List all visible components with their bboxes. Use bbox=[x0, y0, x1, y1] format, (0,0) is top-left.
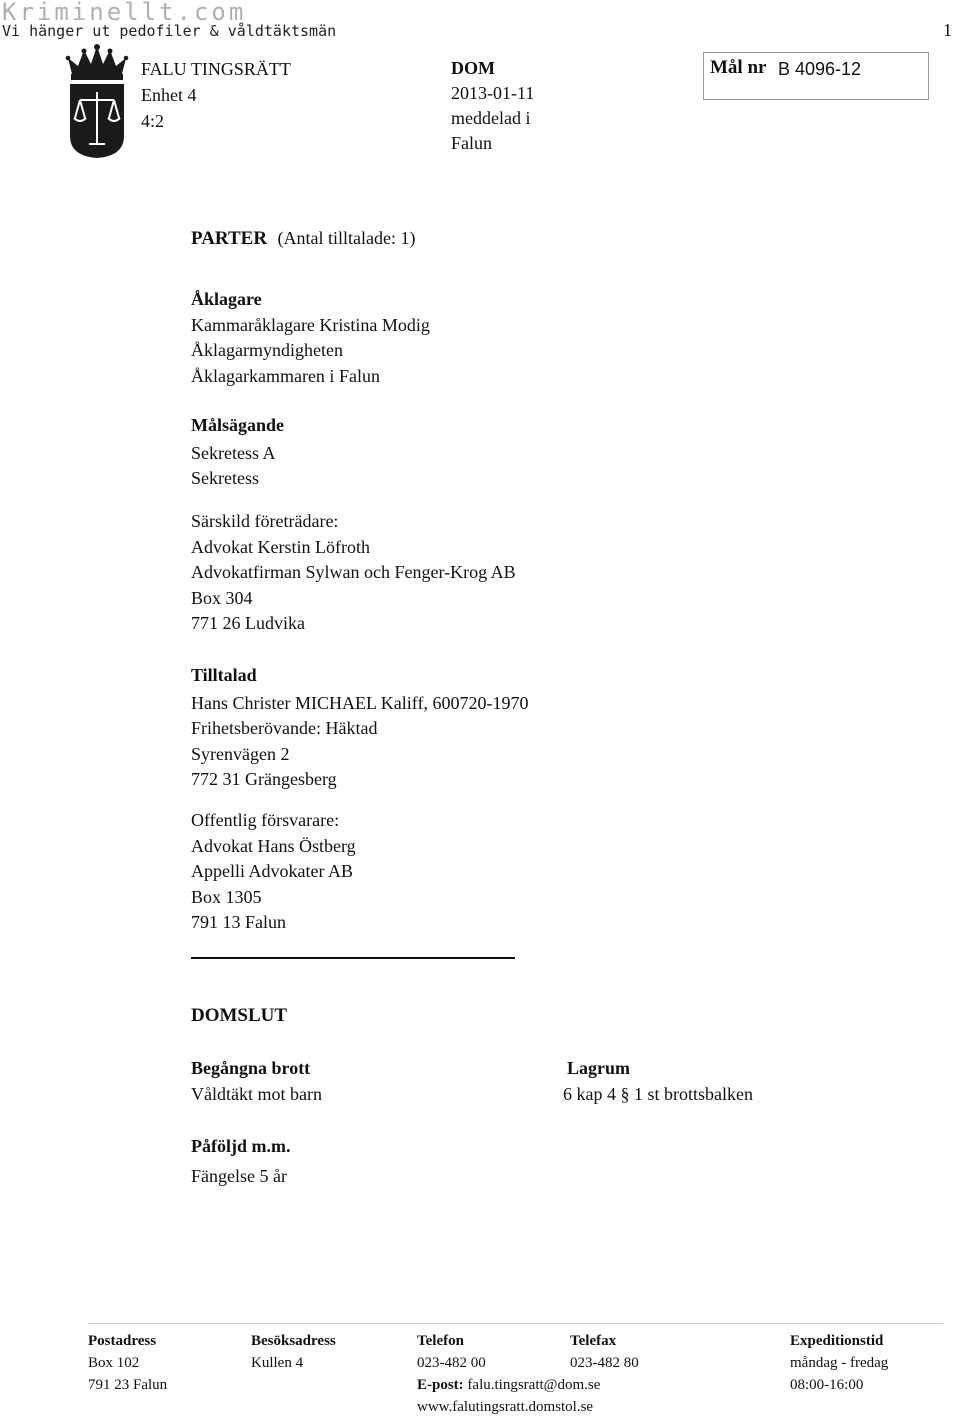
footer-hours bbox=[790, 1330, 888, 1396]
defendant-line: Hans Christer MICHAEL Kaliff, 600720-1970 bbox=[191, 692, 529, 713]
document-place: Falun bbox=[451, 133, 493, 153]
representative-line: Advokatfirman Sylwan och Fenger-Krog AB bbox=[191, 562, 516, 582]
defendant-count: (Antal tilltalade: 1) bbox=[277, 228, 416, 248]
case-number: B 4096-12 bbox=[778, 59, 862, 79]
representative-line: 771 26 Ludvika bbox=[191, 613, 305, 633]
defendant-line: Frihetsberövande: Häktad bbox=[191, 718, 378, 738]
postal-heading: Postadress bbox=[88, 1333, 157, 1349]
plaintiff-section bbox=[191, 413, 284, 492]
crime-section bbox=[191, 1056, 322, 1107]
crime-value: Våldtäkt mot barn bbox=[191, 1083, 322, 1104]
defender-section bbox=[191, 808, 356, 936]
email-link[interactable]: falu.tingsratt@dom.se bbox=[467, 1377, 601, 1393]
law-heading: Lagrum bbox=[567, 1058, 630, 1078]
defender-line: Appelli Advokater AB bbox=[191, 861, 353, 881]
court-unit: Enhet 4 bbox=[141, 85, 197, 105]
defendant-heading: Tilltalad bbox=[191, 665, 257, 685]
prosecutor-heading: Åklagare bbox=[191, 289, 262, 309]
page-number: 1 bbox=[943, 20, 952, 40]
web-link[interactable]: www.falutingsratt.domstol.se bbox=[417, 1399, 594, 1415]
defendant-line: 772 31 Grängesberg bbox=[191, 769, 337, 789]
sanction-section bbox=[191, 1134, 290, 1189]
parties-heading: PARTER bbox=[191, 228, 268, 249]
footer-visit bbox=[251, 1330, 336, 1374]
defender-line: Advokat Hans Östberg bbox=[191, 835, 356, 856]
visit-line: Kullen 4 bbox=[251, 1355, 304, 1371]
document-type: DOM bbox=[451, 58, 495, 78]
representative-line: Advokat Kerstin Löfroth bbox=[191, 536, 370, 557]
sanction-value: Fängelse 5 år bbox=[191, 1165, 287, 1186]
case-number-box bbox=[703, 52, 929, 100]
phone-heading: Telefon bbox=[417, 1333, 464, 1349]
sanction-heading: Påföljd m.m. bbox=[191, 1136, 291, 1156]
document-info bbox=[451, 56, 534, 156]
case-number-label: Mål nr bbox=[710, 57, 767, 78]
email-label: E-post: bbox=[417, 1377, 464, 1393]
prosecutor-line: Kammaråklagare Kristina Modig bbox=[191, 314, 430, 335]
court-crest-icon bbox=[64, 44, 130, 160]
footer-fax bbox=[570, 1330, 639, 1374]
prosecutor-line: Åklagarmyndigheten bbox=[191, 340, 343, 360]
law-value bbox=[563, 1082, 753, 1108]
hours-days: måndag - fredag bbox=[790, 1355, 889, 1371]
crime-heading: Begångna brott bbox=[191, 1058, 311, 1078]
parties-heading-row bbox=[191, 226, 416, 252]
plaintiff-line: Sekretess bbox=[191, 468, 259, 488]
footer-postal bbox=[88, 1330, 167, 1396]
document-date: 2013-01-11 bbox=[451, 83, 535, 103]
postal-line: 791 23 Falun bbox=[88, 1377, 168, 1393]
hours-time: 08:00-16:00 bbox=[790, 1377, 864, 1393]
defendant-line: Syrenvägen 2 bbox=[191, 743, 290, 764]
postal-line: Box 102 bbox=[88, 1355, 140, 1371]
footer-divider bbox=[88, 1323, 943, 1324]
law-chapter: 6 kap 4 bbox=[563, 1083, 616, 1104]
site-title: Kriminellt.com bbox=[2, 0, 247, 26]
document-issued: meddelad i bbox=[451, 108, 531, 128]
representative-line: Box 304 bbox=[191, 587, 253, 608]
paragraph-sign: § bbox=[620, 1083, 630, 1104]
defender-line: Offentlig försvarare: bbox=[191, 810, 340, 830]
visit-heading: Besöksadress bbox=[251, 1333, 336, 1349]
plaintiff-line: Sekretess A bbox=[191, 442, 276, 463]
section-divider bbox=[191, 957, 515, 959]
fax-number: 023-482 80 bbox=[570, 1355, 639, 1371]
defender-line: Box 1305 bbox=[191, 886, 262, 907]
representative-section bbox=[191, 509, 516, 637]
law-paragraph: 1 st brottsbalken bbox=[634, 1083, 753, 1104]
court-name: FALU TINGSRÄTT bbox=[141, 59, 291, 79]
verdict-heading: DOMSLUT bbox=[191, 1005, 288, 1026]
representative-line: Särskild företrädare: bbox=[191, 511, 339, 531]
fax-heading: Telefax bbox=[570, 1333, 617, 1349]
phone-number: 023-482 00 bbox=[417, 1355, 486, 1371]
court-division: 4:2 bbox=[141, 111, 165, 131]
defender-line: 791 13 Falun bbox=[191, 912, 287, 932]
prosecutor-line: Åklagarkammaren i Falun bbox=[191, 365, 380, 386]
hours-heading: Expeditionstid bbox=[790, 1333, 884, 1349]
site-subtitle: Vi hänger ut pedofiler & våldtäktsmän bbox=[2, 22, 337, 40]
defendant-section bbox=[191, 663, 528, 793]
prosecutor-section bbox=[191, 287, 430, 389]
court-header bbox=[141, 56, 291, 134]
plaintiff-heading: Målsägande bbox=[191, 415, 285, 435]
law-section bbox=[563, 1056, 753, 1107]
